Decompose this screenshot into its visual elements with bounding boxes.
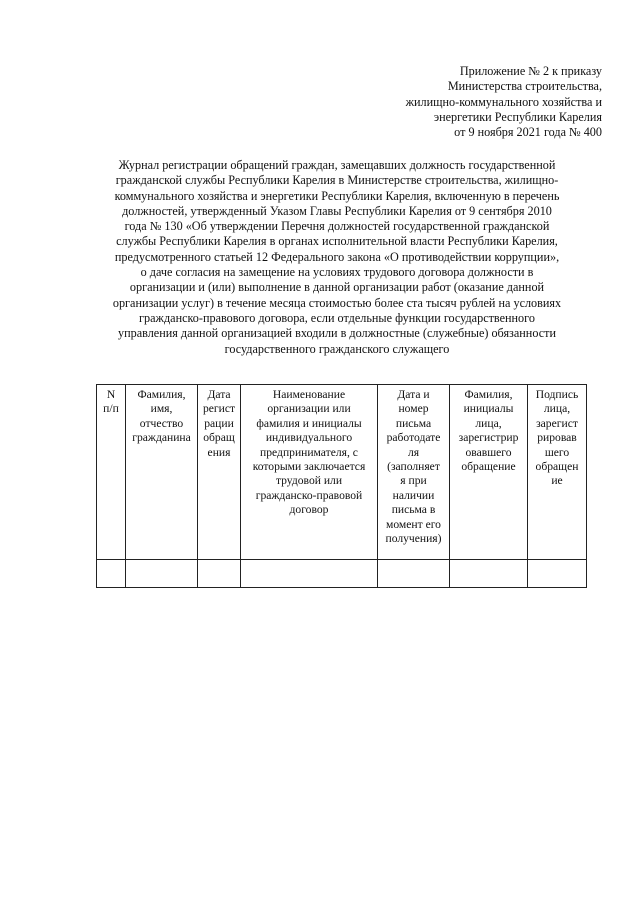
appendix-line: Приложение № 2 к приказу [459, 64, 602, 78]
title-line: Журнал регистрации обращений граждан, замещавших должность государственной [118, 158, 556, 172]
header-registration-date: Дата регист рации обращ ения [198, 385, 241, 560]
table-cell [198, 560, 241, 588]
appendix-line: Министерства строительства, [447, 79, 602, 94]
title-line: государственного гражданского служащего [224, 341, 450, 356]
table-cell [450, 560, 528, 588]
appendix-line: от 9 ноября 2021 года № 400 [454, 125, 602, 140]
table-header-row [97, 385, 587, 560]
header-organization-name: Наименование организации или фамилия и инициалы индивидуального предпринимателя, с которыми заключается трудовой или гражданско-правовой договор [241, 385, 378, 560]
header-full-name: Фамилия, имя, отчество гражданина [126, 385, 198, 560]
title-line: организации услуг) в течение месяца стоимостью более ста тысяч рублей на условиях [112, 295, 562, 310]
appendix-line: энергетики Республики Карелия [433, 109, 602, 124]
journal-title [88, 158, 586, 357]
table-cell [528, 560, 587, 588]
registration-table [96, 384, 587, 588]
appendix-header [302, 64, 602, 140]
table-cell [97, 560, 126, 588]
title-line: года № 130 «Об утверждении Перечня должностей государственной гражданской [124, 219, 550, 234]
title-line: о даче согласия на замещение на условиях трудового договора должности в [140, 265, 534, 280]
title-line: гражданско-правового договора, если отдельные функции государственного [139, 310, 535, 325]
header-registrar-name: Фамилия, инициалы лица, зарегистрир овавшего обращение [450, 385, 528, 560]
title-line: должностей, утвержденный Указом Главы Республики Карелия от 9 сентября 2010 [122, 203, 552, 218]
table-row [97, 560, 587, 588]
table-cell [378, 560, 450, 588]
title-line: гражданской службы Республики Карелия в Министерстве строительства, жилищно- [115, 173, 559, 188]
title-line: организации и (или) выполнение в данной организации работ (оказание данной [129, 280, 545, 295]
header-number: N п/п [97, 385, 126, 560]
title-line: управления данной организацией входили в должностные (служебные) обязанности [118, 326, 556, 341]
title-line: коммунального хозяйства и энергетики Республики Карелия, включенную в перечень [114, 188, 560, 203]
table-cell [241, 560, 378, 588]
header-registrar-signature: Подпись лица, зарегист рировав шего обращен ие [528, 385, 587, 560]
title-line: службы Республики Карелия в органах исполнительной власти Республики Карелия, [116, 234, 558, 249]
table-cell [126, 560, 198, 588]
title-line: предусмотренного статьей 12 Федерального закона «О противодействии коррупции», [114, 249, 560, 264]
header-employer-letter: Дата и номер письма работодате ля (заполняет я при наличии письма в момент его получения) [378, 385, 450, 560]
appendix-line: жилищно-коммунального хозяйства и [405, 94, 602, 109]
